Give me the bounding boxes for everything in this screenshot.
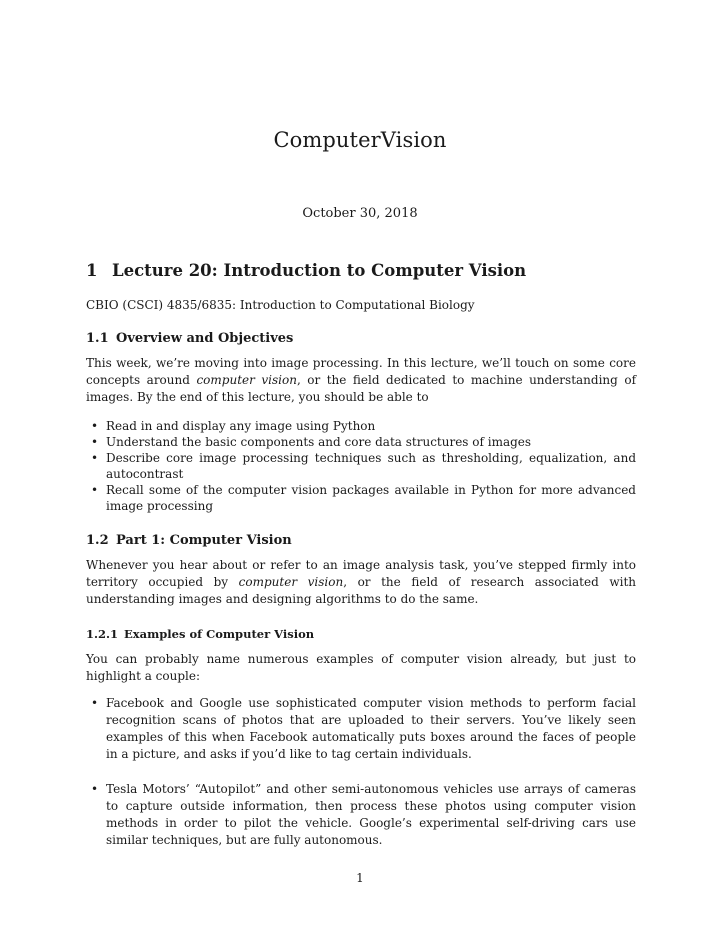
computer-vision-paragraph xyxy=(86,557,636,608)
text-run: , or the field dedicated to machine understanding of images. By the end of this lecture, you should be able to xyxy=(86,373,637,404)
section-title: Lecture 20: Introduction to Computer Vision xyxy=(112,261,527,280)
section-title: Part 1: Computer Vision xyxy=(116,533,292,548)
bullet-icon: • xyxy=(91,483,99,497)
document-date: October 30, 2018 xyxy=(302,206,418,221)
page-number: 1 xyxy=(356,871,364,885)
section-number: 1.2.1 xyxy=(86,627,119,641)
text-run: This week, we’re moving into image processing. In this lecture, we’ll touch on some core concepts around xyxy=(86,356,636,387)
bullet-icon: • xyxy=(91,451,99,465)
section-number: 1.1 xyxy=(86,331,109,346)
list-item-text: Recall some of the computer vision packages available in Python for more advanced image processing xyxy=(106,483,636,513)
section-1-1-heading xyxy=(86,331,646,346)
list-item xyxy=(86,695,636,763)
document-title: ComputerVision xyxy=(273,128,447,152)
section-1-2-heading xyxy=(86,533,646,548)
section-1-heading xyxy=(86,261,646,280)
section-title: Examples of Computer Vision xyxy=(124,627,315,641)
section-1-2-1-heading xyxy=(86,627,646,641)
bullet-icon: • xyxy=(91,782,99,796)
examples-intro: You can probably name numerous examples of computer vision already, but just to highlight a couple: xyxy=(86,652,636,683)
list-item xyxy=(86,781,636,849)
text-run: Whenever you hear about or refer to an image analysis task, you’ve stepped firmly into territory occupied by xyxy=(86,558,636,589)
text-run: , or the field of research associated with understanding images and designing algorithms to do the same. xyxy=(86,575,637,606)
list-item xyxy=(86,434,636,450)
list-item-text: Describe core image processing techniques such as thresholding, equalization, and autocontrast xyxy=(106,451,636,481)
list-item-text: Tesla Motors’ “Autopilot” and other semi-autonomous vehicles use arrays of cameras to capture outside information, then process these photos using computer vision methods in order to pilot the vehicle. Google’s experimental self-driving cars use similar techniques, but are fully autonomous. xyxy=(106,782,636,847)
section-title: Overview and Objectives xyxy=(116,331,294,346)
objectives-list xyxy=(86,418,636,514)
examples-list-1 xyxy=(86,695,636,763)
list-item xyxy=(86,418,636,434)
bullet-icon: • xyxy=(91,435,99,449)
emphasis-text: computer vision xyxy=(196,373,297,387)
course-line: CBIO (CSCI) 4835/6835: Introduction to Computational Biology xyxy=(86,298,475,312)
emphasis-text: computer vision xyxy=(238,575,344,589)
bullet-icon: • xyxy=(91,419,99,433)
section-number: 1 xyxy=(86,261,98,280)
list-item-text: Read in and display any image using Python xyxy=(106,419,376,433)
list-item-text: Understand the basic components and core data structures of images xyxy=(106,435,532,449)
examples-list-2 xyxy=(86,781,636,849)
bullet-icon: • xyxy=(91,696,99,710)
list-item xyxy=(86,450,636,482)
overview-paragraph xyxy=(86,355,636,406)
list-item xyxy=(86,482,636,514)
list-item-text: Facebook and Google use sophisticated computer vision methods to perform facial recognition scans of photos that are uploaded to their servers. You’ve likely seen examples of this when Facebook automatically puts boxes around the faces of people in a picture, and asks if you’d like to tag certain individuals. xyxy=(106,696,636,761)
section-number: 1.2 xyxy=(86,533,109,548)
